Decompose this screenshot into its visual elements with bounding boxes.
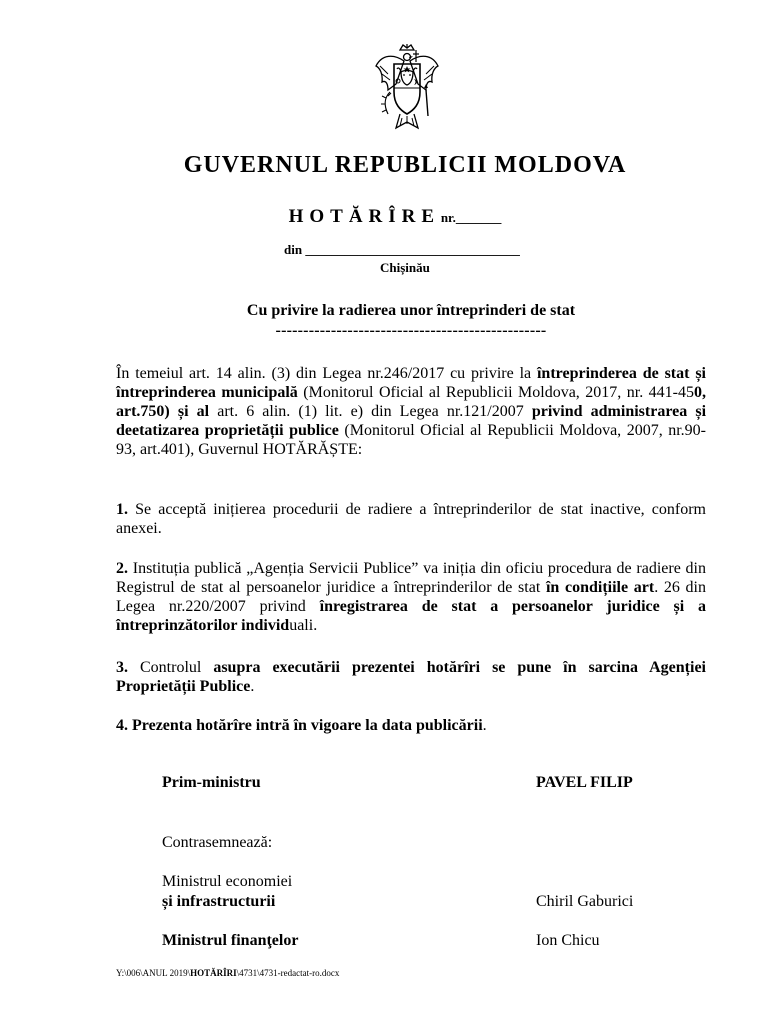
coat-of-arms-icon bbox=[370, 44, 444, 136]
minister-economy-title: Ministrul economiei bbox=[162, 873, 293, 890]
article-text-bold: înregistrarea de stat a persoanelor juridice și a întreprinzătorilor individ bbox=[116, 598, 707, 634]
preamble-text-bold: întreprinderea de stat și întreprinderea municipală bbox=[116, 365, 706, 401]
decision-word: HOTĂRÎRE bbox=[288, 206, 441, 227]
preamble-text-bold: 0, art.750) bbox=[116, 384, 707, 420]
decision-place: Chișinău bbox=[380, 260, 430, 275]
countersign-label: Contrasemnează: bbox=[162, 834, 273, 851]
government-title: GUVERNUL REPUBLICII MOLDOVA bbox=[183, 152, 627, 178]
decision-date: din _________________________________ bbox=[284, 242, 520, 257]
preamble-text: (Monitorul Oficial al Republicii Moldova, 2007, nr.90-93, art.401), Guvernul bbox=[116, 422, 707, 458]
prime-minister-label: Prim-ministru bbox=[162, 774, 261, 791]
article-text: Controlul bbox=[128, 659, 214, 676]
preamble-text-bold: și al bbox=[177, 403, 210, 420]
article-number: 4. bbox=[116, 717, 128, 734]
decision-heading bbox=[0, 206, 768, 228]
article-text: uali. bbox=[289, 617, 318, 634]
article-number: 2. bbox=[116, 560, 128, 577]
article-3 bbox=[116, 658, 706, 696]
article-number: 1. bbox=[116, 501, 128, 518]
file-path-part-bold: HOTĂRÎRI bbox=[190, 968, 237, 978]
article-2 bbox=[116, 559, 706, 635]
preamble-text-bold: privind administrarea și deetatizarea proprietății publice bbox=[116, 403, 707, 439]
minister-economy-title-line2: și infrastructurii bbox=[162, 893, 276, 910]
prime-minister-name: PAVEL FILIP bbox=[536, 774, 633, 791]
article-text: procedura de radiere din Registrul de stat al persoanelor juridice a întreprinderilor de stat bbox=[116, 560, 706, 596]
minister-finance-title: Ministrul finanţelor bbox=[162, 932, 299, 949]
preamble-text: art. 6 alin. (1) lit. e) din Legea nr.121/2007 bbox=[209, 403, 532, 420]
article-number: 3. bbox=[116, 659, 128, 676]
article-1 bbox=[116, 500, 706, 538]
decision-number: nr._______ bbox=[440, 210, 502, 225]
preamble-text: În temeiul art. 14 alin. (3) din Legea nr.246/2017 cu privire la bbox=[116, 365, 537, 382]
article-text-bold: asupra executării prezentei hotărîri se pune în sarcina Agenției Proprietății Publice bbox=[116, 659, 706, 695]
article-text: . bbox=[482, 717, 487, 734]
article-text-bold: în condițiile art bbox=[545, 579, 655, 596]
preamble-text: (Monitorul Oficial al Republicii Moldova, 2017, nr. 441-45 bbox=[297, 384, 695, 401]
article-text: . bbox=[250, 678, 255, 695]
minister-finance-name: Ion Chicu bbox=[536, 932, 600, 949]
article-text: Se acceptă inițierea procedurii de radiere a întreprinderilor de stat inactive, conform anexei. bbox=[116, 501, 706, 537]
file-path-part: \4731\4731-redactat-ro.docx bbox=[236, 968, 340, 978]
article-4 bbox=[116, 716, 706, 735]
file-path-footer bbox=[116, 968, 339, 978]
article-text-bold: Prezenta hotărîre intră în vigoare la data publicării bbox=[128, 717, 483, 734]
subject-underline: ------------------------------------------------- bbox=[275, 322, 547, 339]
article-text: . 26 din Legea nr.220/2007 privind bbox=[116, 579, 706, 615]
preamble-paragraph bbox=[116, 364, 706, 459]
article-text: Instituția publică „Agenția Servicii Publice” va iniția din oficiu bbox=[128, 560, 544, 577]
decides-word: HOTĂRĂȘTE: bbox=[262, 441, 363, 458]
decision-subject: Cu privire la radierea unor întreprinderi de stat bbox=[246, 302, 576, 319]
minister-economy-name: Chiril Gaburici bbox=[536, 893, 634, 910]
file-path-part: Y:\006\ANUL 2019\ bbox=[116, 968, 191, 978]
